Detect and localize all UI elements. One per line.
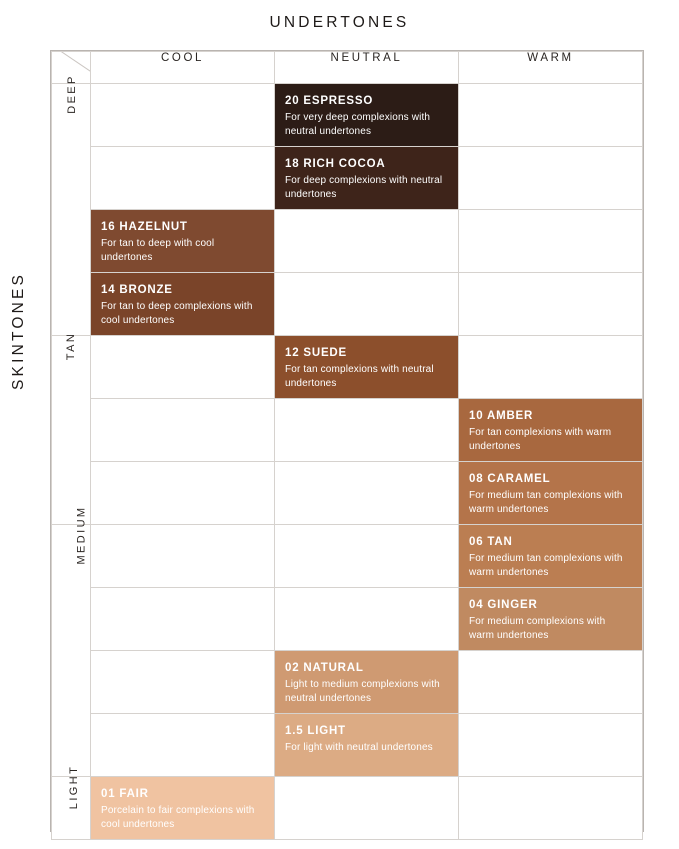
- chart-top-title: UNDERTONES: [269, 14, 410, 31]
- shade-cell[interactable]: [275, 336, 459, 399]
- matrix-row: [52, 651, 643, 714]
- row-group-label-text: TAN: [64, 331, 77, 361]
- shade-swatch: [91, 273, 274, 335]
- shade-description: For medium tan complexions with warm undertones: [469, 553, 623, 578]
- matrix-body: [52, 74, 643, 840]
- matrix-row: [52, 273, 643, 336]
- matrix-row: [52, 399, 643, 462]
- shade-swatch: [275, 84, 458, 146]
- shade-cell[interactable]: [91, 210, 275, 273]
- row-group-label-text: DEEP: [65, 74, 78, 114]
- shade-description: For tan to deep with cool undertones: [101, 238, 215, 263]
- shade-swatch: [459, 399, 642, 461]
- empty-cell: [459, 714, 643, 777]
- row-group-label-text: LIGHT: [68, 764, 81, 810]
- empty-cell: [91, 588, 275, 651]
- shade-cell[interactable]: [459, 588, 643, 651]
- column-header-neutral: NEUTRAL: [275, 52, 459, 84]
- empty-cell: [459, 651, 643, 714]
- shade-name: 20 ESPRESSO: [285, 95, 374, 107]
- shade-cell[interactable]: [91, 777, 275, 840]
- row-group-label-deep: [52, 74, 91, 336]
- shade-cell[interactable]: [459, 462, 643, 525]
- matrix-row: [52, 588, 643, 651]
- shade-swatch: [459, 462, 642, 524]
- empty-cell: [275, 462, 459, 525]
- matrix-header-row: [52, 52, 643, 84]
- shade-description: For light with neutral undertones: [285, 742, 433, 754]
- shade-description: For tan to deep complexions with cool undertones: [101, 301, 253, 326]
- shade-swatch: [275, 714, 458, 776]
- matrix-header: [52, 52, 643, 84]
- empty-cell: [459, 147, 643, 210]
- shade-name: 10 AMBER: [469, 410, 534, 422]
- empty-cell: [459, 336, 643, 399]
- empty-cell: [459, 777, 643, 840]
- empty-cell: [91, 462, 275, 525]
- shade-cell[interactable]: [459, 525, 643, 588]
- matrix-row: [52, 84, 643, 147]
- shade-cell[interactable]: [275, 84, 459, 147]
- empty-cell: [91, 714, 275, 777]
- shade-name: 18 RICH COCOA: [285, 158, 386, 170]
- shade-swatch: [91, 210, 274, 272]
- shade-cell[interactable]: [459, 399, 643, 462]
- empty-cell: [275, 210, 459, 273]
- shade-name: 02 NATURAL: [285, 662, 364, 674]
- shade-swatch: [91, 777, 274, 839]
- empty-cell: [275, 777, 459, 840]
- matrix-row: [52, 462, 643, 525]
- empty-cell: [91, 336, 275, 399]
- row-group-label-tan: [52, 331, 91, 525]
- row-group-label-medium: [52, 505, 91, 777]
- empty-cell: [275, 525, 459, 588]
- shade-cell[interactable]: [275, 714, 459, 777]
- empty-cell: [459, 84, 643, 147]
- shade-description: For tan complexions with warm undertones: [469, 427, 612, 452]
- shade-description: For tan complexions with neutral undertones: [285, 364, 434, 389]
- column-header-cool: COOL: [91, 52, 275, 84]
- shade-name: 14 BRONZE: [101, 284, 173, 296]
- shade-cell[interactable]: [275, 651, 459, 714]
- matrix-row: [52, 777, 643, 840]
- shade-swatch: [275, 651, 458, 713]
- shade-description: For deep complexions with neutral undertones: [285, 175, 443, 200]
- shade-swatch: [275, 147, 458, 209]
- shade-cell[interactable]: [91, 273, 275, 336]
- shade-name: 01 FAIR: [101, 788, 149, 800]
- matrix-row: [52, 525, 643, 588]
- empty-cell: [275, 399, 459, 462]
- shade-description: Porcelain to fair complexions with cool undertones: [101, 805, 255, 830]
- shade-name: 06 TAN: [469, 536, 513, 548]
- empty-cell: [91, 84, 275, 147]
- shade-name: 08 CARAMEL: [469, 473, 551, 485]
- shade-swatch: [459, 588, 642, 650]
- row-group-label-light: [52, 764, 91, 840]
- chart-left-title: SKINTONES: [10, 271, 27, 390]
- empty-cell: [91, 525, 275, 588]
- matrix-row: [52, 147, 643, 210]
- shade-description: Light to medium complexions with neutral undertones: [285, 679, 440, 704]
- shade-description: For very deep complexions with neutral undertones: [285, 112, 431, 137]
- shade-cell[interactable]: [275, 147, 459, 210]
- shade-swatch: [459, 525, 642, 587]
- empty-cell: [275, 588, 459, 651]
- empty-cell: [459, 273, 643, 336]
- shade-matrix: [50, 50, 644, 832]
- row-group-label-text: MEDIUM: [75, 505, 88, 565]
- matrix-row: [52, 336, 643, 399]
- shade-description: For medium tan complexions with warm undertones: [469, 490, 623, 515]
- column-header-warm: WARM: [459, 52, 643, 84]
- empty-cell: [91, 147, 275, 210]
- empty-cell: [91, 399, 275, 462]
- shade-swatch: [275, 336, 458, 398]
- shade-name: 04 GINGER: [469, 599, 538, 611]
- shade-name: 16 HAZELNUT: [101, 221, 188, 233]
- empty-cell: [91, 651, 275, 714]
- matrix-row: [52, 714, 643, 777]
- matrix-row: [52, 210, 643, 273]
- shade-description: For medium complexions with warm undertones: [469, 616, 606, 641]
- shade-name: 1.5 LIGHT: [285, 725, 346, 737]
- empty-cell: [275, 273, 459, 336]
- shade-matrix-table: [51, 51, 643, 840]
- shade-name: 12 SUEDE: [285, 347, 348, 359]
- empty-cell: [459, 210, 643, 273]
